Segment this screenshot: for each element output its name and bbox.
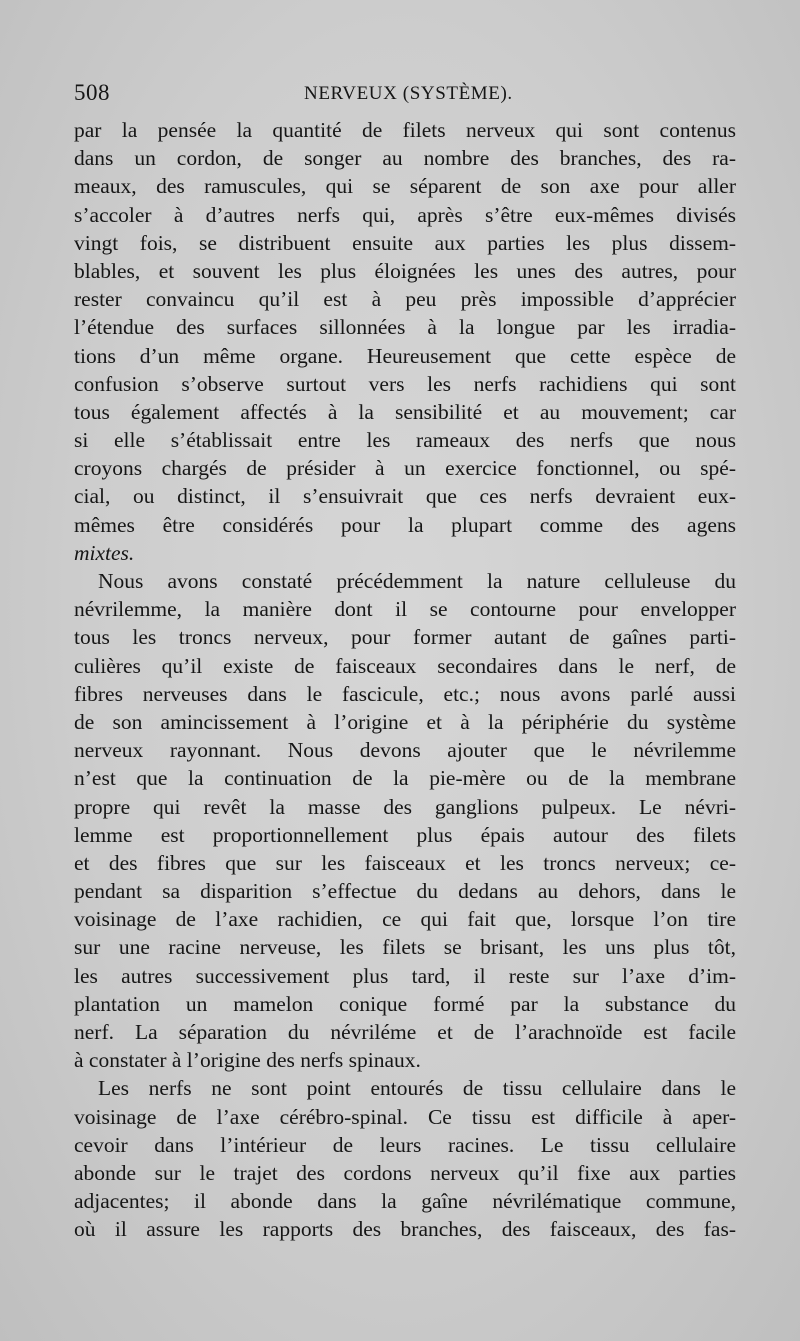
text-line: si elle s’établissait entre les rameaux des nerfs que nous [74, 428, 736, 453]
text-line: de son amincissement à l’origine et à la périphérie du système [74, 709, 736, 734]
text-line: les autres successivement plus tard, il reste sur l’axe d’im- [74, 963, 736, 988]
body-text [74, 116, 736, 1244]
text-line: pendant sa disparition s’effectue du dedans au dehors, dans le [74, 879, 736, 904]
text-line: abonde sur le trajet des cordons nerveux qu’il fixe aux parties [74, 1160, 736, 1185]
text-line: cial, ou distinct, il s’ensuivrait que ces nerfs devraient eux- [74, 484, 736, 509]
text-line: où il assure les rapports des branches, des faisceaux, des fas- [74, 1217, 736, 1242]
text-line: s’accoler à d’autres nerfs qui, après s’être eux-mêmes divisés [74, 202, 736, 227]
text-line: mixtes. [74, 540, 135, 565]
page-header [74, 80, 736, 114]
page-number: 508 [74, 80, 110, 105]
text-line: et des fibres que sur les faisceaux et les troncs nerveux; ce- [74, 850, 736, 875]
text-line: lemme est proportionnellement plus épais autour des filets [74, 822, 736, 847]
running-head: NERVEUX (SYSTÈME). [304, 83, 513, 104]
text-line: tous les troncs nerveux, pour former autant de gaînes parti- [74, 625, 736, 650]
text-line: confusion s’observe surtout vers les nerfs rachidiens qui sont [74, 371, 736, 396]
text-line: Les nerfs ne sont point entourés de tissu cellulaire dans le [98, 1076, 736, 1101]
text-line: n’est que la continuation de la pie-mère ou de la membrane [74, 766, 736, 791]
text-line: tous également affectés à la sensibilité et au mouvement; car [74, 399, 736, 424]
text-line: nerveux rayonnant. Nous devons ajouter que le névrilemme [74, 738, 736, 763]
text-line: meaux, des ramuscules, qui se séparent de son axe pour aller [74, 174, 736, 199]
text-line: à constater à l’origine des nerfs spinaux. [74, 1048, 421, 1073]
paragraph-1 [74, 116, 736, 567]
text-line: rester convaincu qu’il est à peu près impossible d’apprécier [74, 287, 736, 312]
text-line: par la pensée la quantité de filets nerveux qui sont contenus [74, 118, 736, 142]
text-line: croyons chargés de présider à un exercice fonctionnel, ou spé- [74, 456, 736, 481]
text-line: névrilemme, la manière dont il se contourne pour envelopper [74, 597, 736, 622]
text-line: propre qui revêt la masse des ganglions pulpeux. Le névri- [74, 794, 736, 819]
text-line: mêmes être considérés pour la plupart comme des agens [74, 512, 736, 537]
text-line: voisinage de l’axe rachidien, ce qui fait que, lorsque l’on tire [74, 907, 736, 932]
text-line: vingt fois, se distribuent ensuite aux parties les plus dissem- [74, 230, 736, 255]
text-line: dans un cordon, de songer au nombre des branches, des ra- [74, 146, 736, 171]
text-line: voisinage de l’axe cérébro-spinal. Ce tissu est difficile à aper- [74, 1104, 736, 1129]
text-line: plantation un mamelon conique formé par la substance du [74, 991, 736, 1016]
text-line: tions d’un même organe. Heureusement que cette espèce de [74, 343, 736, 368]
text-line: adjacentes; il abonde dans la gaîne névrilématique commune, [74, 1189, 736, 1214]
paragraph-2 [74, 567, 736, 1074]
paragraph-3 [74, 1074, 736, 1243]
text-line: cevoir dans l’intérieur de leurs racines. Le tissu cellulaire [74, 1132, 736, 1157]
text-line: culières qu’il existe de faisceaux secondaires dans le nerf, de [74, 653, 736, 678]
text-line: l’étendue des surfaces sillonnées à la longue par les irradia- [74, 315, 736, 340]
text-line: fibres nerveuses dans le fascicule, etc.; nous avons parlé aussi [74, 681, 736, 706]
text-line: sur une racine nerveuse, les filets se brisant, les uns plus tôt, [74, 935, 736, 960]
text-line: nerf. La séparation du névriléme et de l’arachnoïde est facile [74, 1020, 736, 1044]
text-line: blables, et souvent les plus éloignées les unes des autres, pour [74, 258, 736, 283]
text-line: Nous avons constaté précédemment la nature celluleuse du [98, 569, 736, 593]
